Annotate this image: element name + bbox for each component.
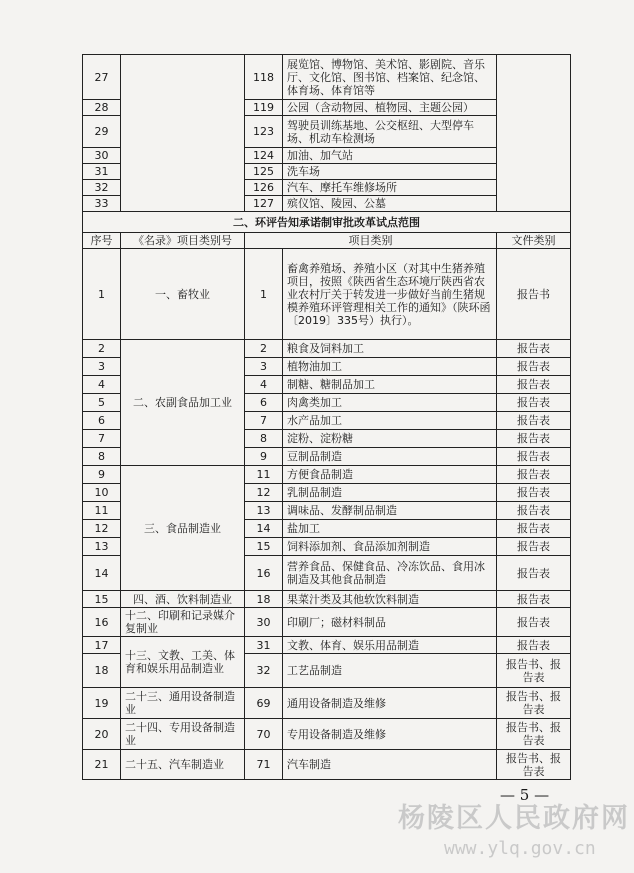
item-category: 专用设备制造及维修 [283,719,497,750]
item-category: 加油、加气站 [283,148,497,164]
doc-type: 报告书、报告表 [497,750,571,780]
row-number: 18 [83,654,121,688]
item-category: 驾驶员训练基地、公交枢纽、大型停车场、机动车检测场 [283,116,497,148]
row-number: 33 [83,196,121,212]
catalog-code: 70 [245,719,283,750]
table-row [83,750,571,780]
catalog-code: 6 [245,394,283,412]
doc-type: 报告表 [497,412,571,430]
catalog-code: 30 [245,608,283,637]
catalog-code: 3 [245,358,283,376]
row-number: 1 [83,249,121,340]
item-category: 洗车场 [283,164,497,180]
header-no: 序号 [83,233,121,249]
doc-type: 报告表 [497,608,571,637]
doc-type: 报告表 [497,556,571,591]
policy-table [82,54,571,780]
industry-category: 三、食品制造业 [121,466,245,591]
doc-type: 报告表 [497,466,571,484]
table-row [83,608,571,637]
item-category: 文教、体育、娱乐用品制造 [283,637,497,654]
doc-type-cell [497,55,571,212]
item-category: 工艺品制造 [283,654,497,688]
item-category: 淀粉、淀粉糖 [283,430,497,448]
row-number: 2 [83,340,121,358]
catalog-code: 8 [245,430,283,448]
item-category: 豆制品制造 [283,448,497,466]
table-row [83,249,571,340]
catalog-code: 31 [245,637,283,654]
catalog-code: 14 [245,520,283,538]
row-number: 20 [83,719,121,750]
doc-type: 报告表 [497,430,571,448]
row-number: 29 [83,116,121,148]
catalog-code: 18 [245,591,283,608]
catalog-code: 7 [245,412,283,430]
table-row [83,688,571,719]
industry-category: 十三、文教、工美、体育和娱乐用品制造业 [121,637,245,688]
item-category: 汽车制造 [283,750,497,780]
item-category: 调味品、发酵制品制造 [283,502,497,520]
doc-type: 报告表 [497,340,571,358]
industry-category: 十二、印刷和记录媒介复制业 [121,608,245,637]
row-number: 11 [83,502,121,520]
catalog-code: 12 [245,484,283,502]
catalog-code: 2 [245,340,283,358]
section-title: 二、环评告知承诺制审批改革试点范围 [83,212,571,233]
industry-category: 二十五、汽车制造业 [121,750,245,780]
catalog-code: 123 [245,116,283,148]
item-category: 植物油加工 [283,358,497,376]
item-category: 殡仪馆、陵园、公墓 [283,196,497,212]
item-category: 印刷厂；磁材料制品 [283,608,497,637]
row-number: 31 [83,164,121,180]
row-number: 16 [83,608,121,637]
doc-type: 报告表 [497,448,571,466]
item-category: 果菜汁类及其他软饮料制造 [283,591,497,608]
catalog-code: 9 [245,448,283,466]
row-number: 30 [83,148,121,164]
page-number: — 5 — [500,786,550,804]
header-row [83,233,571,249]
catalog-code: 15 [245,538,283,556]
catalog-code: 16 [245,556,283,591]
table-row [83,340,571,358]
row-number: 32 [83,180,121,196]
doc-type: 报告书 [497,249,571,340]
header-doc: 文件类别 [497,233,571,249]
item-category: 展览馆、博物馆、美术馆、影剧院、音乐厅、文化馆、图书馆、档案馆、纪念馆、体育场、体育馆等 [283,55,497,100]
row-number: 7 [83,430,121,448]
catalog-code: 69 [245,688,283,719]
doc-type: 报告表 [497,358,571,376]
watermark-url: www.ylq.gov.cn [444,838,596,859]
row-number: 10 [83,484,121,502]
catalog-code: 126 [245,180,283,196]
item-category: 营养食品、保健食品、冷冻饮品、食用冰制造及其他食品制造 [283,556,497,591]
row-number: 17 [83,637,121,654]
catalog-code: 119 [245,100,283,116]
item-category: 粮食及饲料加工 [283,340,497,358]
table-row [83,591,571,608]
doc-type: 报告表 [497,394,571,412]
catalog-code: 32 [245,654,283,688]
table-row [83,719,571,750]
industry-category: 二十四、专用设备制造业 [121,719,245,750]
doc-type: 报告表 [497,502,571,520]
table-row [83,637,571,654]
section-title-row [83,212,571,233]
row-number: 19 [83,688,121,719]
row-number: 4 [83,376,121,394]
doc-type: 报告表 [497,538,571,556]
catalog-code: 127 [245,196,283,212]
catalog-code: 118 [245,55,283,100]
doc-type: 报告表 [497,520,571,538]
row-number: 21 [83,750,121,780]
row-number: 13 [83,538,121,556]
catalog-code: 125 [245,164,283,180]
industry-category: 二、农副食品加工业 [121,340,245,466]
row-number: 5 [83,394,121,412]
watermark-site-name: 杨陵区人民政府网 [398,803,630,834]
doc-type: 报告书、报告表 [497,654,571,688]
item-category: 饲料添加剂、食品添加剂制造 [283,538,497,556]
catalog-code: 13 [245,502,283,520]
row-number: 27 [83,55,121,100]
doc-type: 报告表 [497,637,571,654]
catalog-code: 71 [245,750,283,780]
item-category: 畜禽养殖场、养殖小区（对其中生猪养殖项目，按照《陕西省生态环境厅陕西省农业农村厅关于转发进一步做好当前生猪规模养殖环评管理相关工作的通知》（陕环函〔2019〕335号）执行）。 [283,249,497,340]
row-number: 28 [83,100,121,116]
row-number: 8 [83,448,121,466]
doc-type: 报告表 [497,591,571,608]
catalog-code: 1 [245,249,283,340]
doc-type: 报告书、报告表 [497,688,571,719]
item-category: 水产品加工 [283,412,497,430]
table-row [83,55,571,100]
row-number: 14 [83,556,121,591]
item-category: 乳制品制造 [283,484,497,502]
item-category: 方便食品制造 [283,466,497,484]
header-category: 《名录》项目类别号 [121,233,245,249]
catalog-code: 11 [245,466,283,484]
item-category: 肉禽类加工 [283,394,497,412]
item-category: 汽车、摩托车维修场所 [283,180,497,196]
doc-type: 报告表 [497,376,571,394]
item-category: 制糖、糖制品加工 [283,376,497,394]
catalog-code: 124 [245,148,283,164]
doc-type: 报告表 [497,484,571,502]
industry-category: 一、畜牧业 [121,249,245,340]
item-category: 盐加工 [283,520,497,538]
row-number: 9 [83,466,121,484]
doc-type: 报告书、报告表 [497,719,571,750]
catalog-code: 4 [245,376,283,394]
item-category: 公园（含动物园、植物园、主题公园） [283,100,497,116]
header-item: 项目类别 [245,233,497,249]
table-row [83,466,571,484]
item-category: 通用设备制造及维修 [283,688,497,719]
row-number: 3 [83,358,121,376]
row-number: 15 [83,591,121,608]
industry-category: 四、酒、饮料制造业 [121,591,245,608]
row-number: 6 [83,412,121,430]
category-cell [121,55,245,212]
industry-category: 二十三、通用设备制造业 [121,688,245,719]
row-number: 12 [83,520,121,538]
